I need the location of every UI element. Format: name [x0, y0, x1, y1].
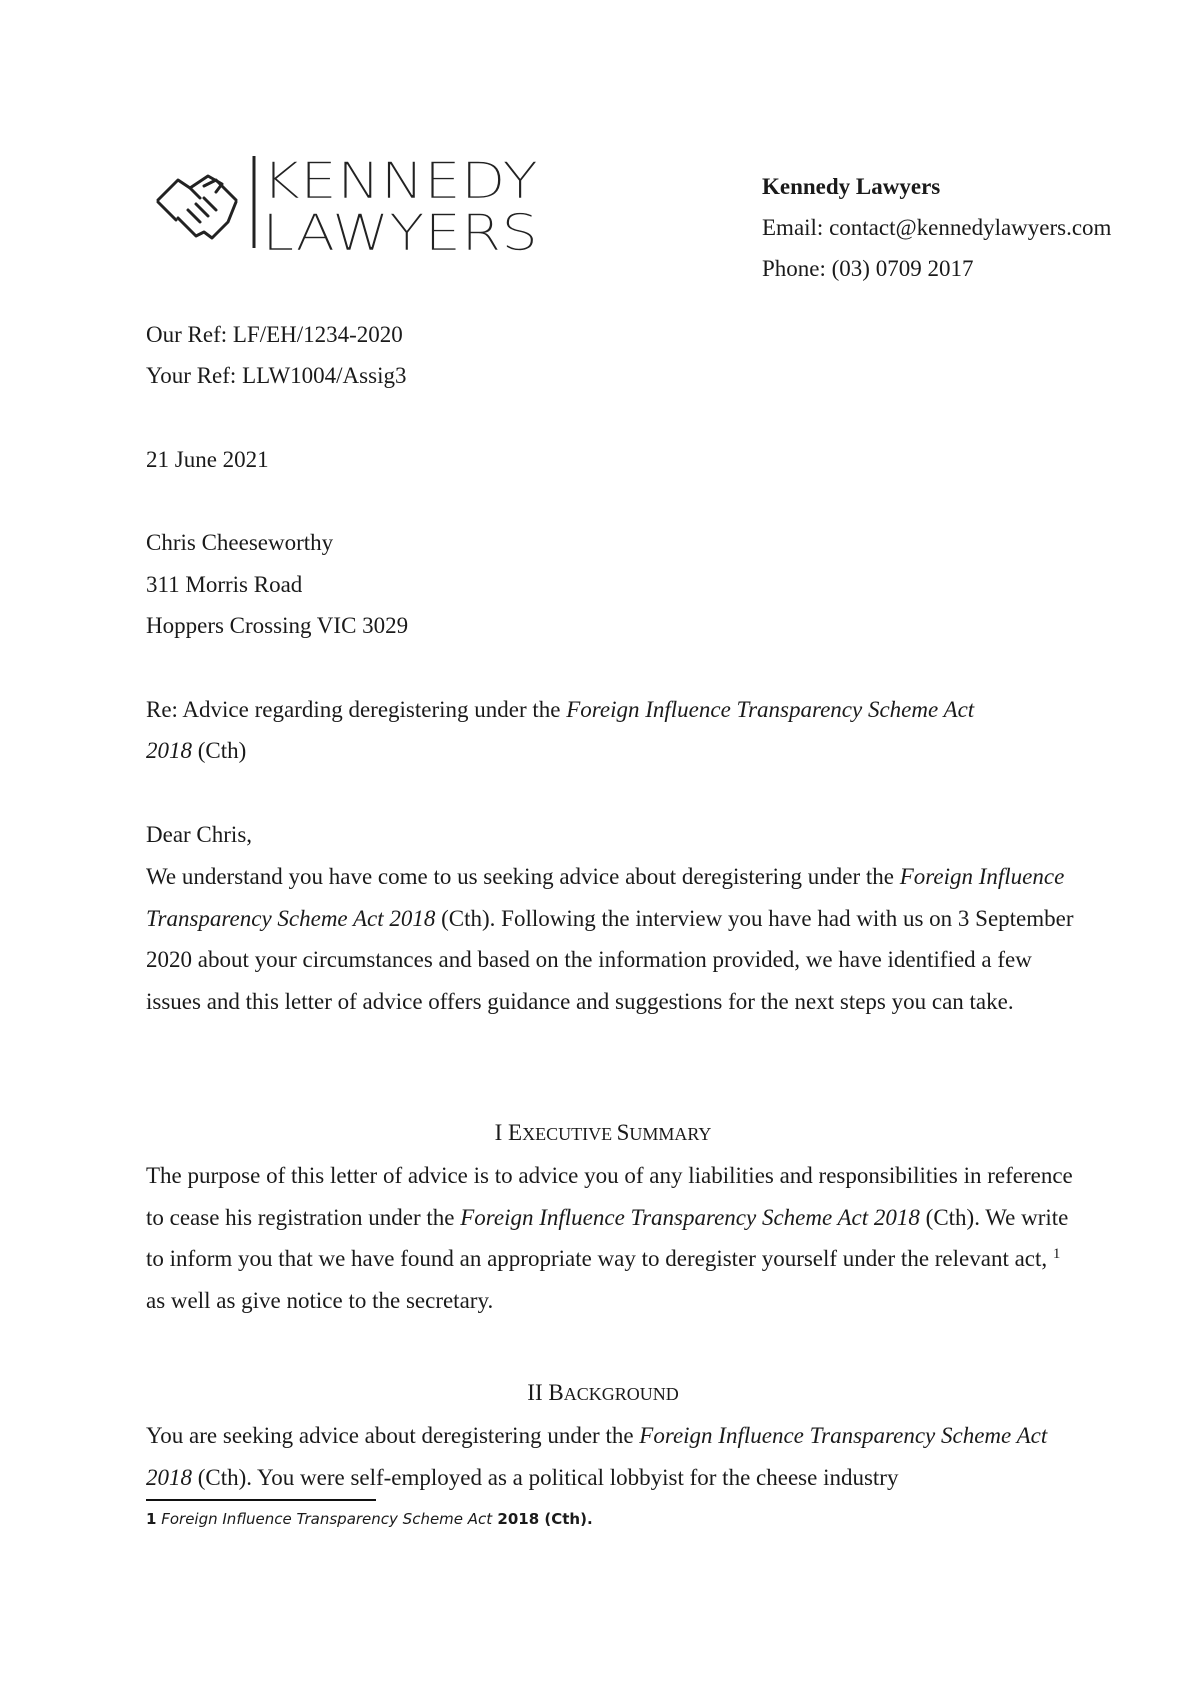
recipient-street: 311 Morris Road	[146, 572, 303, 597]
firm-email: Email: contact@kennedylawyers.com	[762, 215, 1112, 240]
subject-prefix: Re: Advice regarding deregistering under the	[146, 697, 567, 722]
subject-act: Foreign Influence Transparency Scheme Act	[566, 697, 975, 722]
handshake-icon	[158, 176, 236, 238]
footnote-tail: 2018 (Cth).	[492, 1510, 593, 1528]
contact-block	[762, 166, 1111, 289]
footnote-separator	[146, 1499, 376, 1501]
summary-text-2: (Cth). We write to inform you that we have found an appropriate way to deregister yourself under the relevant act,	[146, 1204, 1069, 1272]
footnote-act: Foreign Influence Transparency Scheme Act	[161, 1510, 493, 1528]
our-ref: Our Ref: LF/EH/1234-2020	[146, 322, 403, 347]
intro-text-2: (Cth). Following the interview you have had with us on 3 September 2020 about your circumstances and based on the information provided, we have identified a few issues and this letter of advice offers guidance and suggestions for the next steps you can take.	[146, 905, 1074, 1014]
letter-date: 21 June 2021	[146, 447, 269, 472]
subject-line-2	[146, 738, 246, 764]
background-text: You are seeking advice about deregistering under the	[146, 1423, 640, 1448]
intro-paragraph	[146, 856, 1076, 1022]
heading-background: II BACKGROUND	[527, 1380, 679, 1405]
recipient-name: Chris Cheeseworthy	[146, 530, 334, 555]
logo-line2: LAWYERS	[262, 204, 538, 260]
background-act: Foreign Influence Transparency Scheme Act 2018	[146, 1423, 1048, 1490]
subject-suffix: (Cth)	[192, 738, 247, 763]
intro-act: Foreign Influence Transparency Scheme Act 2018	[146, 864, 1065, 931]
firm-name: Kennedy Lawyers	[762, 174, 941, 199]
footnote	[146, 1510, 593, 1528]
footnote-ref[interactable]: 1	[1052, 1246, 1061, 1263]
logo-line1: KENNEDY	[262, 152, 538, 210]
background-paragraph	[146, 1415, 1076, 1498]
recipient-suburb: Hoppers Crossing VIC 3029	[146, 613, 409, 638]
subject-line-1	[146, 697, 974, 723]
summary-text: The purpose of this letter of advice is to advice you of any liabilities and responsibilities in reference to cease his registration under the	[146, 1163, 1073, 1230]
firm-phone: Phone: (03) 0709 2017	[762, 256, 974, 281]
footnote-number: 1	[146, 1510, 157, 1528]
summary-act: Foreign Influence Transparency Scheme Act 2018	[460, 1204, 920, 1230]
heading-executive-summary: I EXECUTIVE SUMMARY	[494, 1120, 712, 1145]
summary-text-3: as well as give notice to the secretary.	[146, 1287, 494, 1313]
firm-logo	[156, 152, 546, 260]
background-text-2: (Cth). You were self-employed as a political lobbyist for the cheese industry	[192, 1464, 899, 1490]
your-ref: Your Ref: LLW1004/Assig3	[146, 363, 407, 388]
executive-summary-paragraph	[146, 1155, 1076, 1321]
subject-act-year: 2018	[146, 738, 192, 763]
salutation: Dear Chris,	[146, 822, 253, 847]
intro-text: We understand you have come to us seeking advice about deregistering under the	[146, 864, 900, 889]
